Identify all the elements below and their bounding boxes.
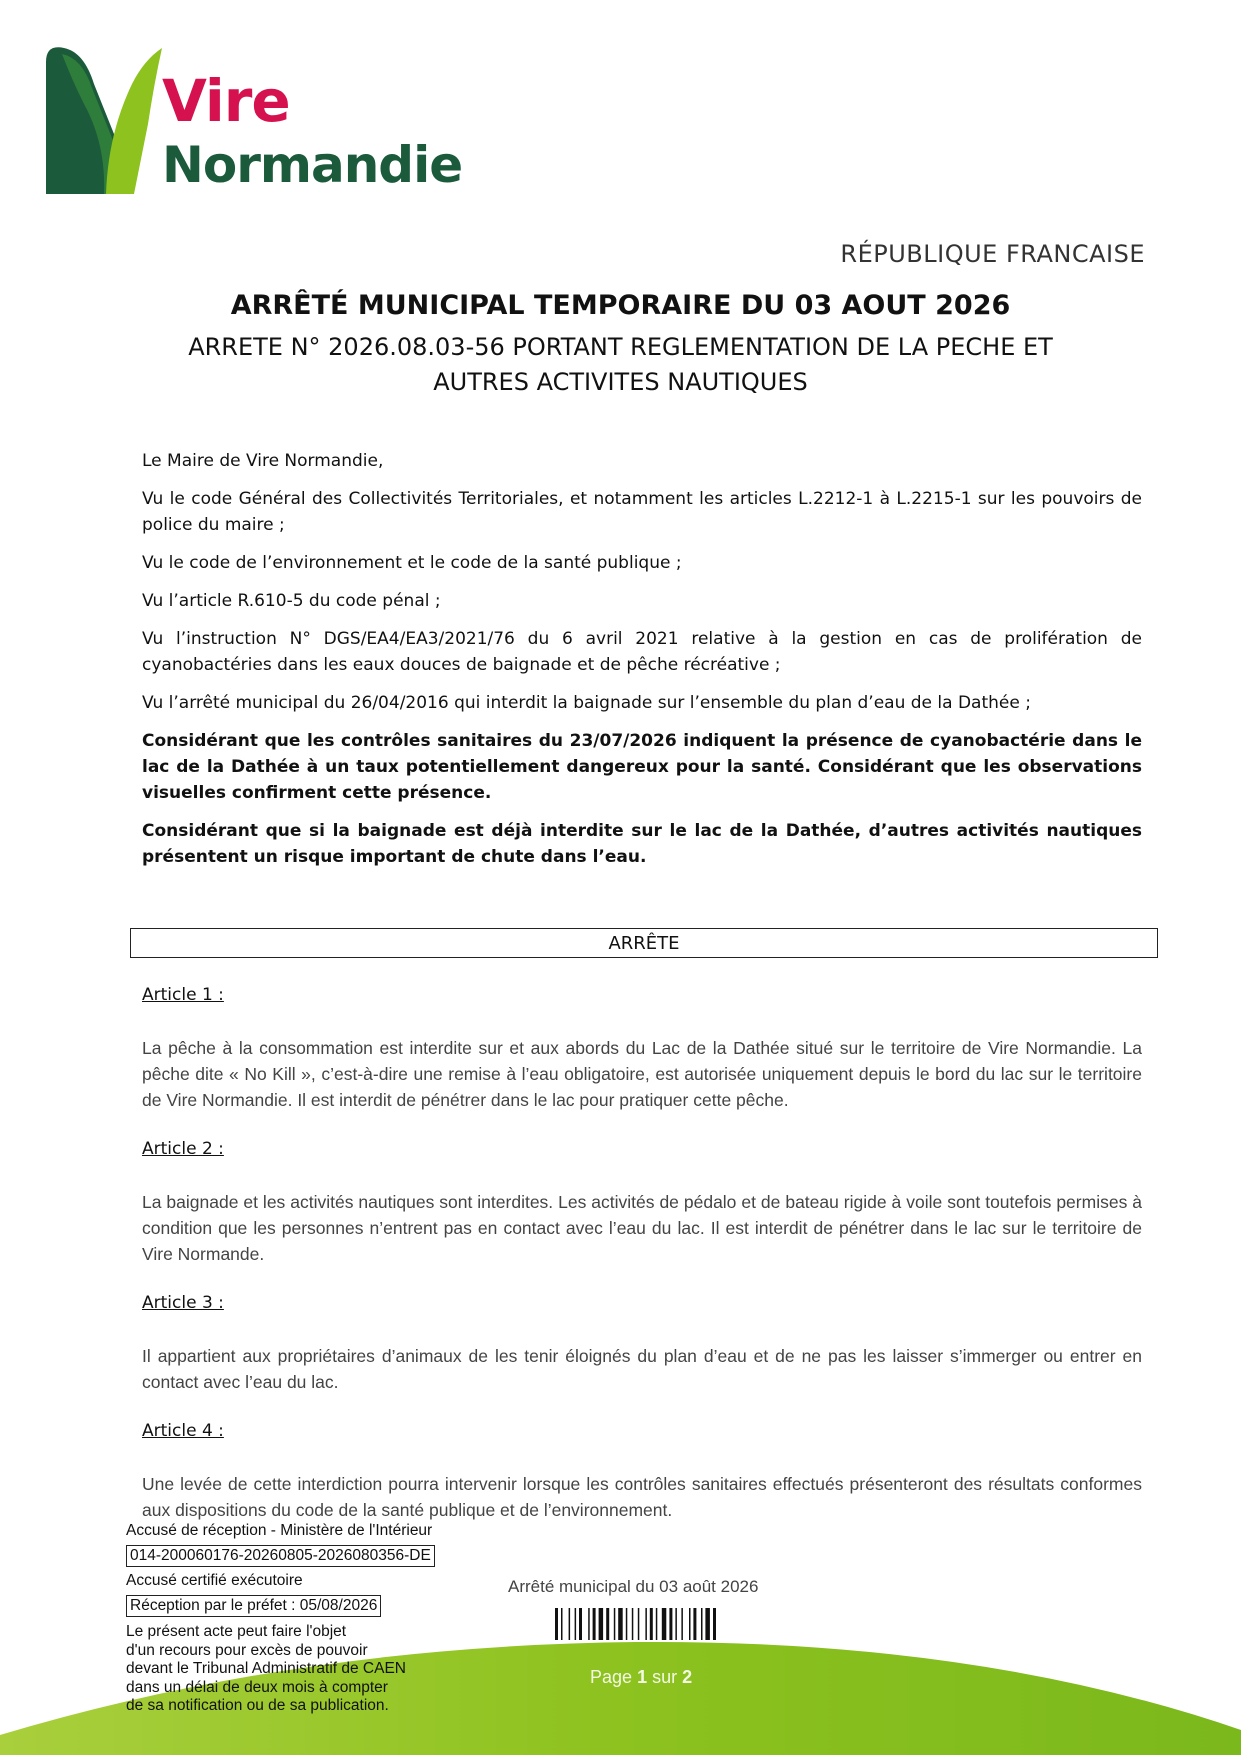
page-current: 1 [637,1667,648,1687]
preamble-vu-instruction: Vu l’instruction N° DGS/EA4/EA3/2021/76 du 6 avril 2021 relative à la gestion en cas de prolifération de cyanobactéries dans les eaux douces de baignade et de pêche récréative ; [142,629,1142,675]
page-word: Page [590,1667,633,1687]
vire-normandie-logo [44,44,464,204]
preamble-vu-cgct: Vu le code Général des Collectivités Territoriales, et notamment les articles L.2212-1 à L.2215-1 sur les pouvoirs de police du maire ; [142,489,1142,535]
article-4-title: Article 4 : [142,1421,224,1441]
article-3-text: Il appartient aux propriétaires d’animaux de les tenir éloignés du plan d’eau et de ne pas les laisser s’immerger ou entrer en contact avec l’eau du lac. [142,1346,1142,1392]
accuse-reception-prefet: Réception par le préfet : 05/08/2026 [126,1595,381,1617]
arrete-heading-box [130,928,1158,958]
article-1-title: Article 1 : [142,985,224,1005]
preamble-considerant-2: Considérant que si la baignade est déjà interdite sur le lac de la Dathée, d’autres activités nautiques présentent un risque important de chute dans l’eau. [142,821,1142,867]
recours-line: d'un recours pour excès de pouvoir [126,1641,368,1659]
accuse-executoire: Accusé certifié exécutoire [126,1572,303,1589]
preamble-vu-arrete: Vu l’arrêté municipal du 26/04/2016 qui interdit la baignade sur l’ensemble du plan d’eau de la Dathée ; [142,693,1031,713]
logo-text-normandie: Normandie [162,136,463,194]
article-2-text: La baignade et les activités nautiques sont interdites. Les activités de pédalo et de bateau rigide à voile sont toutefois permises à condition que les personnes n’entrent pas en contact avec l’eau du lac. Il est interdit de pénétrer dans le lac sur le territoire de Vire Normande. [142,1192,1142,1264]
footer-document-title: Arrêté municipal du 03 août 2026 [508,1577,759,1596]
recours-line: Le présent acte peut faire l'objet [126,1623,347,1640]
page-number [590,1667,692,1688]
preamble-maire: Le Maire de Vire Normandie, [142,451,384,471]
logo-text-vire: Vire [162,67,290,135]
preamble-vu-environnement: Vu le code de l’environnement et le code de la santé publique ; [142,553,682,573]
preamble-considerant-1: Considérant que les contrôles sanitaires du 23/07/2026 indiquent la présence de cyanobactérie dans le lac de la Dathée à un taux potentiellement dangereux pour la santé. Considérant que les observations visuelles confirment cette présence. [142,731,1142,803]
barcode-icon [555,1608,750,1640]
article-1-text: La pêche à la consommation est interdite sur et aux abords du Lac de la Dathée situé sur le territoire de Vire Normandie. La pêche dite « No Kill », c’est-à-dire une remise à l’eau obligatoire, est autorisée uniquement depuis le bord du lac sur le territoire de Vire Normandie. Il est interdit de pénétrer dans le lac pour pratiquer cette pêche. [142,1038,1142,1110]
articles [142,985,1142,1549]
article-2-title: Article 2 : [142,1139,224,1159]
article-4-text: Une levée de cette interdiction pourra intervenir lorsque les contrôles sanitaires effectués présenteront des résultats conformes aux dispositions du code de la santé publique et de l’environnement. [142,1474,1142,1520]
document-title: ARRÊTÉ MUNICIPAL TEMPORAIRE DU 03 AOUT 2026 [230,290,1011,321]
recours-line: dans un délai de deux mois à compter [126,1678,388,1696]
accuse-reception-stamp [126,1519,435,1716]
accuse-ministere: Accusé de réception - Ministère de l'Intérieur [126,1522,433,1539]
recours-line: de sa notification ou de sa publication. [126,1697,389,1714]
preamble [142,448,1142,882]
logo-n-mark-icon [44,44,164,194]
preamble-vu-code-penal: Vu l’article R.610-5 du code pénal ; [142,591,441,611]
arrete-label: ARRÊTE [608,932,680,954]
page-total: 2 [682,1667,693,1687]
page-of: sur [652,1667,678,1687]
accuse-recours [126,1623,435,1716]
recours-line: devant le Tribunal Administratif de CAEN [126,1660,406,1677]
article-3-title: Article 3 : [142,1293,224,1313]
document-subtitle: ARRETE N° 2026.08.03-56 PORTANT REGLEMENTATION DE LA PECHE ET AUTRES ACTIVITES NAUTIQUES [188,333,1053,396]
republique-label: RÉPUBLIQUE FRANCAISE [840,240,1145,268]
accuse-reference: 014-200060176-20260805-2026080356-DE [126,1545,435,1567]
